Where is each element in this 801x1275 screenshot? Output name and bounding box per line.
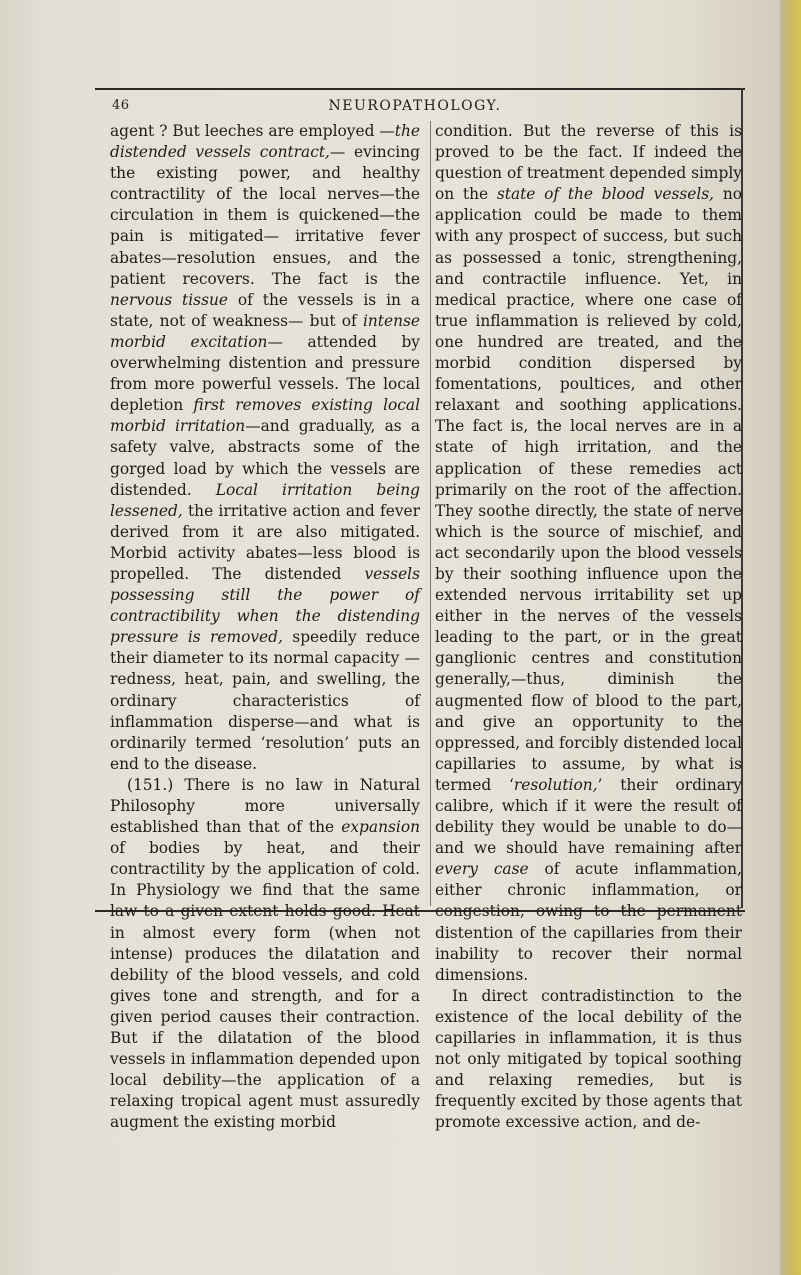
emphasis: first removes existing local morbid irritation bbox=[110, 396, 420, 436]
paragraph-contradistinction bbox=[435, 986, 742, 1134]
text-run: (151.) There is no law in Natural Philosophy more universally established than that of the bbox=[110, 775, 420, 837]
paragraph-151 bbox=[110, 775, 420, 1134]
emphasis: nervous tissue bbox=[110, 290, 228, 309]
text-run: agent ? But leeches are employed — bbox=[110, 122, 395, 140]
text-run: — evincing the existing power, and healthy contractility of the local nerves—the circulation in them is quickened—the pain is mitigated— irritative fever abates—resolution ensues, and the patient recovers. The fact is the bbox=[110, 143, 420, 288]
emphasis: resolution, bbox=[513, 775, 598, 794]
text-run: — attended by overwhelming distention and pressure from more powerful vessels. The local depletion bbox=[110, 332, 420, 415]
text-run: In direct contradistinction to the existence of the local debility of the capillaries in inflammation, it is thus not only mitigated by topical soothing and relaxing remedies, but is frequently excited by those agents that promote excessive action, and de- bbox=[435, 986, 742, 1132]
running-title: NEUROPATHOLOGY. bbox=[328, 98, 502, 114]
paragraph-treatment bbox=[110, 121, 420, 775]
right-column bbox=[430, 121, 742, 1132]
text-run: —and gradually, as a safety valve, abstracts some of the gorged load by which the vessels are distended. bbox=[110, 417, 420, 499]
emphasis: expansion bbox=[341, 818, 420, 837]
text-run: condition. But the reverse of this is proved to be the fact. If indeed the question of treatment depended simply on the bbox=[435, 122, 742, 204]
text-run: speedily reduce their diameter to its normal capacity —redness, heat, pain, and swelling, the ordinary characteristics of inflammation disperse—and what is ordinarily termed ‘resolution’ puts an end to the disease. bbox=[110, 628, 420, 773]
left-column bbox=[110, 121, 420, 1132]
text-run: of acute inflammation, either chronic inflammation, or congestion, owing to the permanent distention of the capillaries from their inability to recover their normal dimensions. bbox=[435, 860, 742, 984]
text-run: of the vessels is in a state, not of weakness— but of bbox=[110, 290, 420, 330]
text-run: of bodies by heat, and their contractility by the application of cold. In Physiology we find that the same law to a given extent holds good. Heat in almost every form (when not intense) produces the dilatation and debility of the blood vessels, and cold gives tone and strength, and for a given period causes their contraction. But if the dilatation of the blood vessels in inflammation depended upon local debility—the application of a relaxing tropical agent must assuredly augment the existing morbid bbox=[110, 839, 420, 1132]
text-run: no application could be made to them with any prospect of success, but such as possessed a tonic, strengthening, and contractile influence. Yet, in medical practice, where one case of true inflammation is relieved by cold, one hundred are treated, and the morbid condition dispersed by fomentations, poultices, and other relaxant and soothing applications. The fact is, the local nerves are in a state of high irritation, and the application of these remedies act primarily on the root of the affection. They soothe directly, the state of nerve which is the source of mischief, and act secondarily upon the blood vessels by their soothing influence upon the extended nervous irritability set up either in the nerves of the vessels leading to the part, or in the great ganglionic centres and constitution generally,—thus, diminish the augmented flow of blood to the part, and give an opportunity to the oppressed, and forcibly distended local capillaries to assume, by what is termed ‘ bbox=[435, 185, 742, 794]
emphasis: intense morbid excitation bbox=[110, 311, 420, 351]
text-run: the irritative action and fever derived from it are also mitigated. Morbid activity abates—less blood is propelled. The distended bbox=[110, 501, 420, 583]
page-edge bbox=[780, 0, 801, 1275]
page-number: 46 bbox=[112, 98, 130, 113]
emphasis: state of the blood vessels, bbox=[496, 185, 715, 204]
text-run: ’ their ordinary calibre, which if it were the result of debility they would be unable to do—and we should have remaining after bbox=[435, 775, 742, 858]
paragraph-condition bbox=[435, 121, 742, 986]
emphasis: vessels possessing still the power of contractibility when the distending pressure is removed, bbox=[110, 564, 420, 647]
top-rule bbox=[95, 88, 745, 90]
running-header bbox=[95, 95, 735, 117]
emphasis: every case bbox=[435, 860, 529, 879]
emphasis: Local irritation being lessened, bbox=[110, 480, 420, 520]
emphasis: the distended vessels contract, bbox=[110, 122, 420, 162]
